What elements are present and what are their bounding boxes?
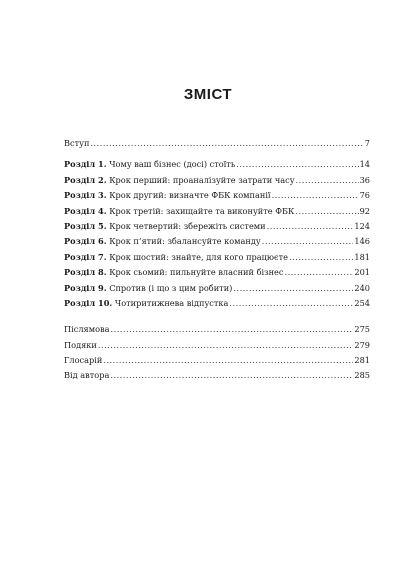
page-number: 124 [354, 220, 370, 231]
toc-entry [64, 188, 370, 203]
dot-leader [284, 265, 353, 280]
toc-entry-label [64, 136, 89, 151]
page-number: 275 [354, 324, 370, 335]
toc-entry [64, 234, 370, 249]
entry-title: Подяки [64, 339, 97, 350]
page-number: 181 [354, 251, 370, 262]
entry-title: Післямова [64, 324, 110, 335]
dot-leader [98, 338, 354, 353]
page-number: 76 [359, 190, 370, 201]
chapter-number: Розділ 6. [64, 236, 107, 247]
toc-entry [64, 204, 370, 219]
dot-leader [262, 234, 354, 249]
entry-title: Крок шостий: знайте, для кого працюєте [109, 251, 289, 262]
chapter-number: Розділ 10. [64, 297, 113, 308]
entry-title: Крок третій: захищайте та виконуйте ФБК [109, 205, 295, 216]
entry-title: Чотиритижнева відпустка [114, 297, 229, 308]
toc-entry-label [64, 234, 261, 249]
page-number: 36 [359, 174, 370, 185]
chapter-number: Розділ 2. [64, 174, 107, 185]
toc-entry [64, 322, 370, 337]
dot-leader [229, 296, 353, 311]
toc-entry [64, 281, 370, 296]
toc-entry-label [64, 281, 232, 296]
page-number: 254 [354, 297, 370, 308]
toc-entry [64, 250, 370, 265]
chapter-number: Розділ 9. [64, 282, 107, 293]
entry-title: Крок перший: проаналізуйте затрати часу [109, 174, 295, 185]
page-number: 201 [354, 267, 370, 278]
dot-leader [289, 250, 353, 265]
dot-leader [296, 173, 359, 188]
toc-entry-label [64, 204, 294, 219]
toc-entry [64, 338, 370, 353]
page-number: 285 [354, 370, 370, 381]
entry-title: Глосарій [64, 355, 103, 366]
page-number: 7 [364, 138, 370, 148]
toc-entry-label [64, 296, 228, 311]
page-number: 281 [354, 355, 370, 366]
toc-entry [64, 265, 370, 280]
chapter-number: Розділ 3. [64, 190, 107, 201]
page-number: 279 [354, 339, 370, 350]
toc-entry [64, 219, 370, 234]
dot-leader [236, 157, 358, 172]
toc-entry-label [64, 219, 266, 234]
dot-leader [267, 219, 354, 234]
back-matter-section [64, 322, 370, 384]
page-number: 92 [359, 205, 370, 216]
chapters-section [64, 157, 370, 311]
page-number: 14 [359, 159, 370, 170]
toc-entry [64, 157, 370, 172]
toc-title: ЗМІСТ [183, 86, 233, 103]
toc-entry-label [64, 368, 109, 383]
toc-entry [64, 136, 370, 151]
entry-title: Крок п’ятий: збалансуйте команду [109, 236, 261, 247]
chapter-number: Розділ 1. [64, 159, 107, 170]
chapter-number: Розділ 5. [64, 220, 107, 231]
entry-title: Вступ [64, 138, 90, 148]
entry-title: Крок другий: визначте ФБК компанії [109, 190, 271, 201]
toc-entry-label [64, 265, 283, 280]
toc-entry-label [64, 188, 271, 203]
dot-leader [272, 188, 359, 203]
page-number: 240 [354, 282, 370, 293]
dot-leader [111, 322, 354, 337]
intro-section [64, 136, 370, 151]
dot-leader [295, 204, 358, 219]
entry-title: Крок четвертий: збережіть системи [109, 220, 266, 231]
toc-entry-label [64, 322, 110, 337]
toc-entry [64, 173, 370, 188]
page-number: 146 [354, 236, 370, 247]
toc-entry-label [64, 353, 102, 368]
toc-entry [64, 353, 370, 368]
entry-title: Від автора [64, 370, 110, 381]
toc-entry-label [64, 338, 97, 353]
entry-title: Чому ваш бізнес (досі) стоїть [109, 159, 236, 170]
chapter-number: Розділ 8. [64, 267, 107, 278]
table-of-contents [64, 136, 370, 384]
toc-entry-label [64, 157, 235, 172]
toc-entry-label [64, 173, 295, 188]
toc-entry [64, 368, 370, 383]
entry-title: Крок сьомий: пильнуйте власний бізнес [109, 267, 284, 278]
entry-title: Спротив (і що з цим робити) [109, 282, 233, 293]
chapter-number: Розділ 4. [64, 205, 107, 216]
toc-entry [64, 296, 370, 311]
chapter-number: Розділ 7. [64, 251, 107, 262]
dot-leader [233, 281, 353, 296]
toc-entry-label [64, 250, 288, 265]
dot-leader [103, 353, 353, 368]
dot-leader [90, 136, 363, 151]
dot-leader [110, 368, 353, 383]
